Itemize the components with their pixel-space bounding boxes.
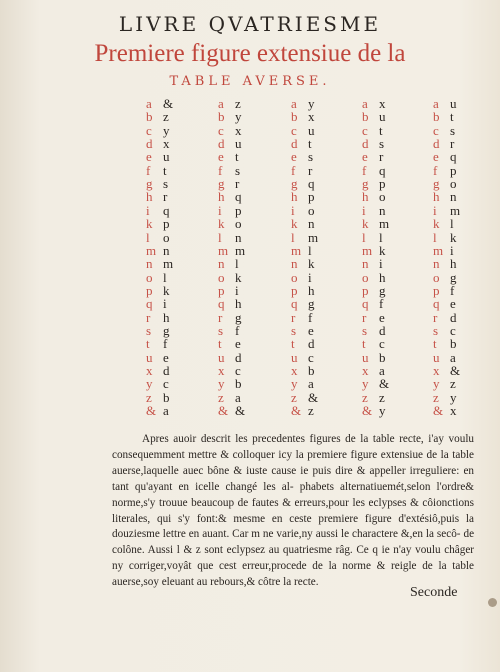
table-letter-cipher: k — [235, 269, 242, 285]
table-letter-cipher: l — [379, 229, 383, 245]
paragraph-line: dire & appeller irreguliere: en tant qu'ayant en icelle changé les al- — [112, 464, 475, 493]
table-letter-cipher: c — [450, 322, 456, 338]
table-letter-key: m — [433, 242, 444, 258]
table-letter-cipher: a — [163, 403, 169, 419]
table-letter-key: k — [433, 216, 440, 232]
table-letter-key: l — [218, 229, 222, 245]
table-letter-key: a — [362, 96, 368, 111]
table-letter-key: n — [433, 256, 440, 272]
page-title: Premiere figure extensiue de la — [94, 40, 406, 67]
paragraph-line: voulu consequemment mettre & colloquer icy la premiere figure — [112, 433, 475, 461]
table-letter-cipher: t — [163, 162, 167, 178]
table-letter-key: e — [362, 149, 368, 165]
table-letter-key: q — [218, 296, 225, 312]
table-letter-cipher: x — [163, 136, 170, 152]
table-letter-cipher: q — [308, 176, 315, 192]
table-letter-cipher: e — [450, 296, 456, 312]
table-letter-cipher: r — [235, 176, 240, 192]
table-letter-cipher: h — [450, 256, 457, 272]
table-letter-cipher: i — [163, 296, 167, 312]
paragraph-line: lettre en auant. Car m ne varie,ny aussi le charactere &,en la secô- — [162, 528, 461, 541]
paragraph-line: voulu châger ny corriger,voyât que cest erreur,procede de la norme — [112, 544, 475, 573]
table-letter-cipher: o — [308, 202, 315, 218]
table-letter-key: x — [291, 363, 298, 378]
table-letter-cipher: s — [450, 122, 456, 138]
table-letter-cipher: z — [163, 109, 169, 125]
table-letter-key: e — [218, 149, 224, 165]
table-letter-cipher: h — [308, 282, 315, 298]
table-letter-key: n — [146, 256, 153, 272]
table-letter-cipher: q — [450, 149, 457, 165]
table-letter-key: q — [146, 296, 153, 312]
table-letter-cipher: t — [379, 122, 383, 138]
table-letter-key: o — [433, 269, 440, 285]
paragraph-line: font:& mesme en ceste premiere figure d'extésiô,puis la douziesme — [112, 512, 474, 541]
table-letter-key: g — [433, 176, 440, 192]
table-letter-key: t — [291, 336, 295, 352]
table-letter-cipher: p — [163, 216, 170, 232]
table-letter-cipher: u — [379, 109, 386, 125]
table-letter-key: i — [362, 202, 366, 218]
table-letter-key: & — [362, 403, 373, 419]
table-letter-key: p — [362, 282, 369, 298]
table-letter-cipher: p — [235, 202, 242, 218]
table-letter-cipher: s — [308, 149, 314, 165]
table-letter-cipher: r — [163, 189, 168, 205]
table-letter-key: f — [362, 162, 367, 178]
table-letter-cipher: & — [450, 363, 461, 378]
table-letter-key: s — [291, 322, 297, 338]
table-letter-key: q — [291, 296, 298, 312]
table-letter-cipher: o — [450, 176, 457, 192]
table-letter-key: z — [362, 389, 368, 405]
table-letter-key: x — [218, 363, 225, 378]
table-letter-cipher: e — [235, 336, 241, 352]
table-letter-key: b — [291, 109, 298, 125]
table-letter-cipher: c — [235, 363, 241, 378]
table-letter-cipher: u — [235, 136, 242, 152]
table-letter-key: c — [218, 122, 224, 138]
table-letter-cipher: f — [163, 336, 168, 352]
table-letter-cipher: b — [235, 376, 242, 392]
table-letter-cipher: k — [450, 229, 457, 245]
table-letter-cipher: r — [450, 136, 455, 152]
table-letter-cipher: n — [450, 189, 457, 205]
table-letter-key: s — [433, 322, 439, 338]
table-letter-cipher: i — [308, 269, 312, 285]
table-letter-key: z — [433, 389, 439, 405]
table-letter-cipher: m — [450, 202, 461, 218]
table-letter-cipher: t — [235, 149, 239, 165]
table-letter-key: c — [146, 122, 152, 138]
table-letter-key: d — [433, 136, 440, 152]
table-letter-key: & — [218, 403, 229, 419]
table-letter-key: y — [433, 376, 440, 392]
table-letter-key: q — [362, 296, 369, 312]
table-letter-cipher: s — [379, 136, 385, 152]
table-letter-key: u — [433, 349, 440, 365]
running-head: LIVRE QVATRIESME — [118, 12, 382, 36]
table-letter-cipher: r — [379, 149, 384, 165]
paragraph-line: de fautes & erreurs,pour les eclypses & côionctions literales, qui s'y — [112, 496, 474, 525]
paragraph-line: & reigle de la table auerse,soy eleuant au rebours,& côtre la recte. — [112, 560, 474, 589]
paragraph-line: de colône. Aussi l & z sont eclypsez au quatriesme râg. Ce q ie n'ay — [112, 528, 475, 557]
table-letter-cipher: a — [235, 389, 241, 405]
table-letter-cipher: u — [163, 149, 170, 165]
table-letter-key: n — [218, 256, 225, 272]
table-letter-key: g — [291, 176, 298, 192]
table-letter-key: r — [362, 309, 367, 325]
table-letter-cipher: x — [379, 96, 386, 111]
table-letter-key: u — [146, 349, 153, 365]
table-letter-cipher: t — [450, 109, 454, 125]
table-letter-key: c — [291, 122, 297, 138]
table-letter-key: b — [433, 109, 440, 125]
table-letter-cipher: n — [308, 216, 315, 232]
table-letter-cipher: g — [308, 296, 315, 312]
table-letter-key: m — [362, 242, 373, 258]
table-letter-cipher: y — [379, 403, 386, 419]
table-letter-key: a — [291, 96, 297, 111]
table-letter-key: r — [433, 309, 438, 325]
table-letter-cipher: m — [379, 216, 390, 232]
table-letter-cipher: m — [308, 229, 319, 245]
table-letter-key: f — [291, 162, 296, 178]
table-letter-cipher: i — [450, 242, 454, 258]
table-letter-key: & — [433, 403, 444, 419]
table-letter-key: o — [218, 269, 225, 285]
table-letter-cipher: l — [163, 269, 167, 285]
table-letter-key: r — [291, 309, 296, 325]
table-letter-key: a — [433, 96, 439, 111]
table-letter-key: g — [146, 176, 153, 192]
table-letter-cipher: a — [379, 363, 385, 378]
table-letter-key: s — [146, 322, 152, 338]
table-letter-cipher: h — [379, 269, 386, 285]
table-letter-cipher: p — [450, 162, 457, 178]
paragraph-line: extensiue de la table auerse,laquelle auec bône & iuste cause ie puis — [112, 448, 475, 477]
table-letter-key: q — [433, 296, 440, 312]
table-letter-cipher: o — [163, 229, 170, 245]
table-letter-cipher: g — [235, 309, 242, 325]
table-letter-key: l — [433, 229, 437, 245]
paragraph-line: Apres auoir descrit les precedentes figures de la table recte, i'ay — [142, 433, 444, 445]
table-letter-cipher: s — [163, 176, 169, 192]
table-letter-key: i — [146, 202, 150, 218]
table-letter-cipher: d — [235, 349, 242, 365]
table-letter-key: a — [146, 96, 152, 111]
table-letter-cipher: k — [379, 242, 386, 258]
table-letter-key: i — [218, 202, 222, 218]
table-letter-key: f — [146, 162, 151, 178]
table-letter-cipher: c — [163, 376, 169, 392]
table-letter-cipher: q — [379, 162, 386, 178]
table-letter-cipher: n — [163, 242, 170, 258]
table-letter-cipher: z — [450, 376, 456, 392]
table-letter-key: x — [362, 363, 369, 378]
table-letter-key: b — [146, 109, 153, 125]
table-letter-key: k — [362, 216, 369, 232]
table-letter-cipher: h — [235, 296, 242, 312]
table-letter-key: o — [291, 269, 298, 285]
table-letter-key: u — [218, 349, 225, 365]
table-letter-cipher: g — [450, 269, 457, 285]
table-letter-key: r — [146, 309, 151, 325]
table-letter-cipher: z — [379, 389, 385, 405]
table-letter-key: p — [291, 282, 298, 298]
table-letter-cipher: m — [235, 242, 246, 258]
table-letter-cipher: y — [308, 96, 315, 111]
table-letter-key: l — [291, 229, 295, 245]
table-letter-key: z — [146, 389, 152, 405]
table-letter-key: m — [146, 242, 157, 258]
table-letter-cipher: e — [308, 322, 314, 338]
table-letter-cipher: g — [379, 282, 386, 298]
table-letter-key: f — [433, 162, 438, 178]
table-letter-cipher: b — [450, 336, 457, 352]
table-letter-key: a — [218, 96, 224, 111]
table-letter-key: t — [362, 336, 366, 352]
table-letter-cipher: & — [379, 376, 390, 392]
table-letter-cipher: u — [450, 96, 457, 111]
table-letter-key: i — [433, 202, 437, 218]
catchword: Seconde — [410, 585, 458, 600]
table-letter-key: h — [291, 189, 298, 205]
table-letter-key: h — [218, 189, 225, 205]
table-letter-cipher: p — [308, 189, 315, 205]
paragraph-line: phabets alternatiuemét,selon l'ordre& norme,s'y trouue beaucoup — [112, 480, 474, 509]
table-letter-key: x — [433, 363, 440, 378]
table-letter-key: t — [218, 336, 222, 352]
table-letter-key: p — [433, 282, 440, 298]
table-letter-cipher: z — [235, 96, 241, 111]
table-letter-cipher: e — [163, 349, 169, 365]
table-letter-key: l — [146, 229, 150, 245]
table-letter-key: d — [362, 136, 369, 152]
table-letter-cipher: i — [235, 282, 239, 298]
table-letter-key: & — [146, 403, 157, 419]
table-letter-cipher: n — [235, 229, 242, 245]
table-letter-key: e — [146, 149, 152, 165]
table-letter-key: y — [291, 376, 298, 392]
table-letter-cipher: q — [163, 202, 170, 218]
table-letter-cipher: d — [450, 309, 457, 325]
table-letter-cipher: s — [235, 162, 241, 178]
table-letter-cipher: d — [379, 322, 386, 338]
table-letter-key: o — [146, 269, 153, 285]
table-letter-cipher: x — [450, 403, 457, 419]
table-letter-key: y — [218, 376, 225, 392]
table-letter-key: y — [362, 376, 369, 392]
table-letter-cipher: x — [235, 122, 242, 138]
table-letter-key: b — [218, 109, 225, 125]
table-letter-key: c — [362, 122, 368, 138]
table-letter-key: h — [362, 189, 369, 205]
table-letter-cipher: c — [379, 336, 385, 352]
table-letter-key: z — [218, 389, 224, 405]
table-letter-key: d — [291, 136, 298, 152]
table-letter-key: d — [146, 136, 153, 152]
table-letter-key: x — [146, 363, 153, 378]
table-letter-cipher: l — [235, 256, 239, 272]
table-letter-cipher: f — [379, 296, 384, 312]
table-letter-key: t — [146, 336, 150, 352]
table-letter-cipher: & — [235, 403, 246, 419]
table-letter-cipher: e — [379, 309, 385, 325]
table-letter-key: e — [433, 149, 439, 165]
table-letter-key: o — [362, 269, 369, 285]
table-letter-key: u — [291, 349, 298, 365]
table-letter-cipher: k — [308, 256, 315, 272]
table-letter-cipher: c — [308, 349, 314, 365]
table-letter-cipher: p — [379, 176, 386, 192]
table-letter-cipher: d — [308, 336, 315, 352]
table-letter-key: t — [433, 336, 437, 352]
table-letter-key: p — [218, 282, 225, 298]
table-letter-cipher: y — [163, 122, 170, 138]
table-letter-cipher: b — [163, 389, 170, 405]
table-letter-key: y — [146, 376, 153, 392]
table-letter-cipher: b — [308, 363, 315, 378]
table-letter-key: g — [218, 176, 225, 192]
table-letter-cipher: & — [163, 96, 174, 111]
table-letter-key: z — [291, 389, 297, 405]
table-letter-key: m — [218, 242, 229, 258]
table-letter-cipher: t — [308, 136, 312, 152]
table-letter-cipher: & — [308, 389, 319, 405]
table-letter-cipher: a — [308, 376, 314, 392]
table-letter-cipher: k — [163, 282, 170, 298]
table-letter-key: h — [146, 189, 153, 205]
table-letter-key: f — [218, 162, 223, 178]
table-letter-key: & — [291, 403, 302, 419]
table-letter-cipher: y — [450, 389, 457, 405]
table-letter-key: m — [291, 242, 302, 258]
table-letter-key: g — [362, 176, 369, 192]
table-letter-key: l — [362, 229, 366, 245]
table-letter-cipher: d — [163, 363, 170, 378]
table-letter-cipher: f — [235, 322, 240, 338]
table-letter-key: c — [433, 122, 439, 138]
body-paragraph — [112, 432, 474, 591]
table-letter-key: p — [146, 282, 153, 298]
table-letter-key: u — [362, 349, 369, 365]
table-letter-cipher: i — [379, 256, 383, 272]
table-letter-cipher: y — [235, 109, 242, 125]
table-letter-cipher: n — [379, 202, 386, 218]
table-letter-cipher: z — [308, 403, 314, 419]
table-letter-cipher: x — [308, 109, 315, 125]
table-letter-cipher: q — [235, 189, 242, 205]
table-letter-cipher: l — [450, 216, 454, 232]
table-letter-key: e — [291, 149, 297, 165]
table-letter-cipher: m — [163, 256, 174, 272]
table-letter-cipher: b — [379, 349, 386, 365]
table-letter-cipher: l — [308, 242, 312, 258]
table-letter-cipher: f — [308, 309, 313, 325]
table-letter-cipher: f — [450, 282, 455, 298]
table-letter-cipher: h — [163, 309, 170, 325]
page-subtitle: TABLE AVERSE. — [169, 74, 331, 89]
table-letter-key: b — [362, 109, 369, 125]
table-letter-cipher: g — [163, 322, 170, 338]
paper-stain — [488, 598, 497, 607]
table-letter-cipher: u — [308, 122, 315, 138]
table-letter-cipher: o — [235, 216, 242, 232]
table-letter-cipher: r — [308, 162, 313, 178]
table-letter-cipher: o — [379, 189, 386, 205]
table-letter-key: n — [362, 256, 369, 272]
table-letter-key: k — [146, 216, 153, 232]
table-letter-key: s — [362, 322, 368, 338]
table-letter-key: i — [291, 202, 295, 218]
table-letter-key: d — [218, 136, 225, 152]
table-letter-key: h — [433, 189, 440, 205]
table-letter-key: r — [218, 309, 223, 325]
table-letter-key: s — [218, 322, 224, 338]
table-letter-key: k — [218, 216, 225, 232]
table-letter-key: k — [291, 216, 298, 232]
table-letter-cipher: a — [450, 349, 456, 365]
table-letter-key: n — [291, 256, 298, 272]
